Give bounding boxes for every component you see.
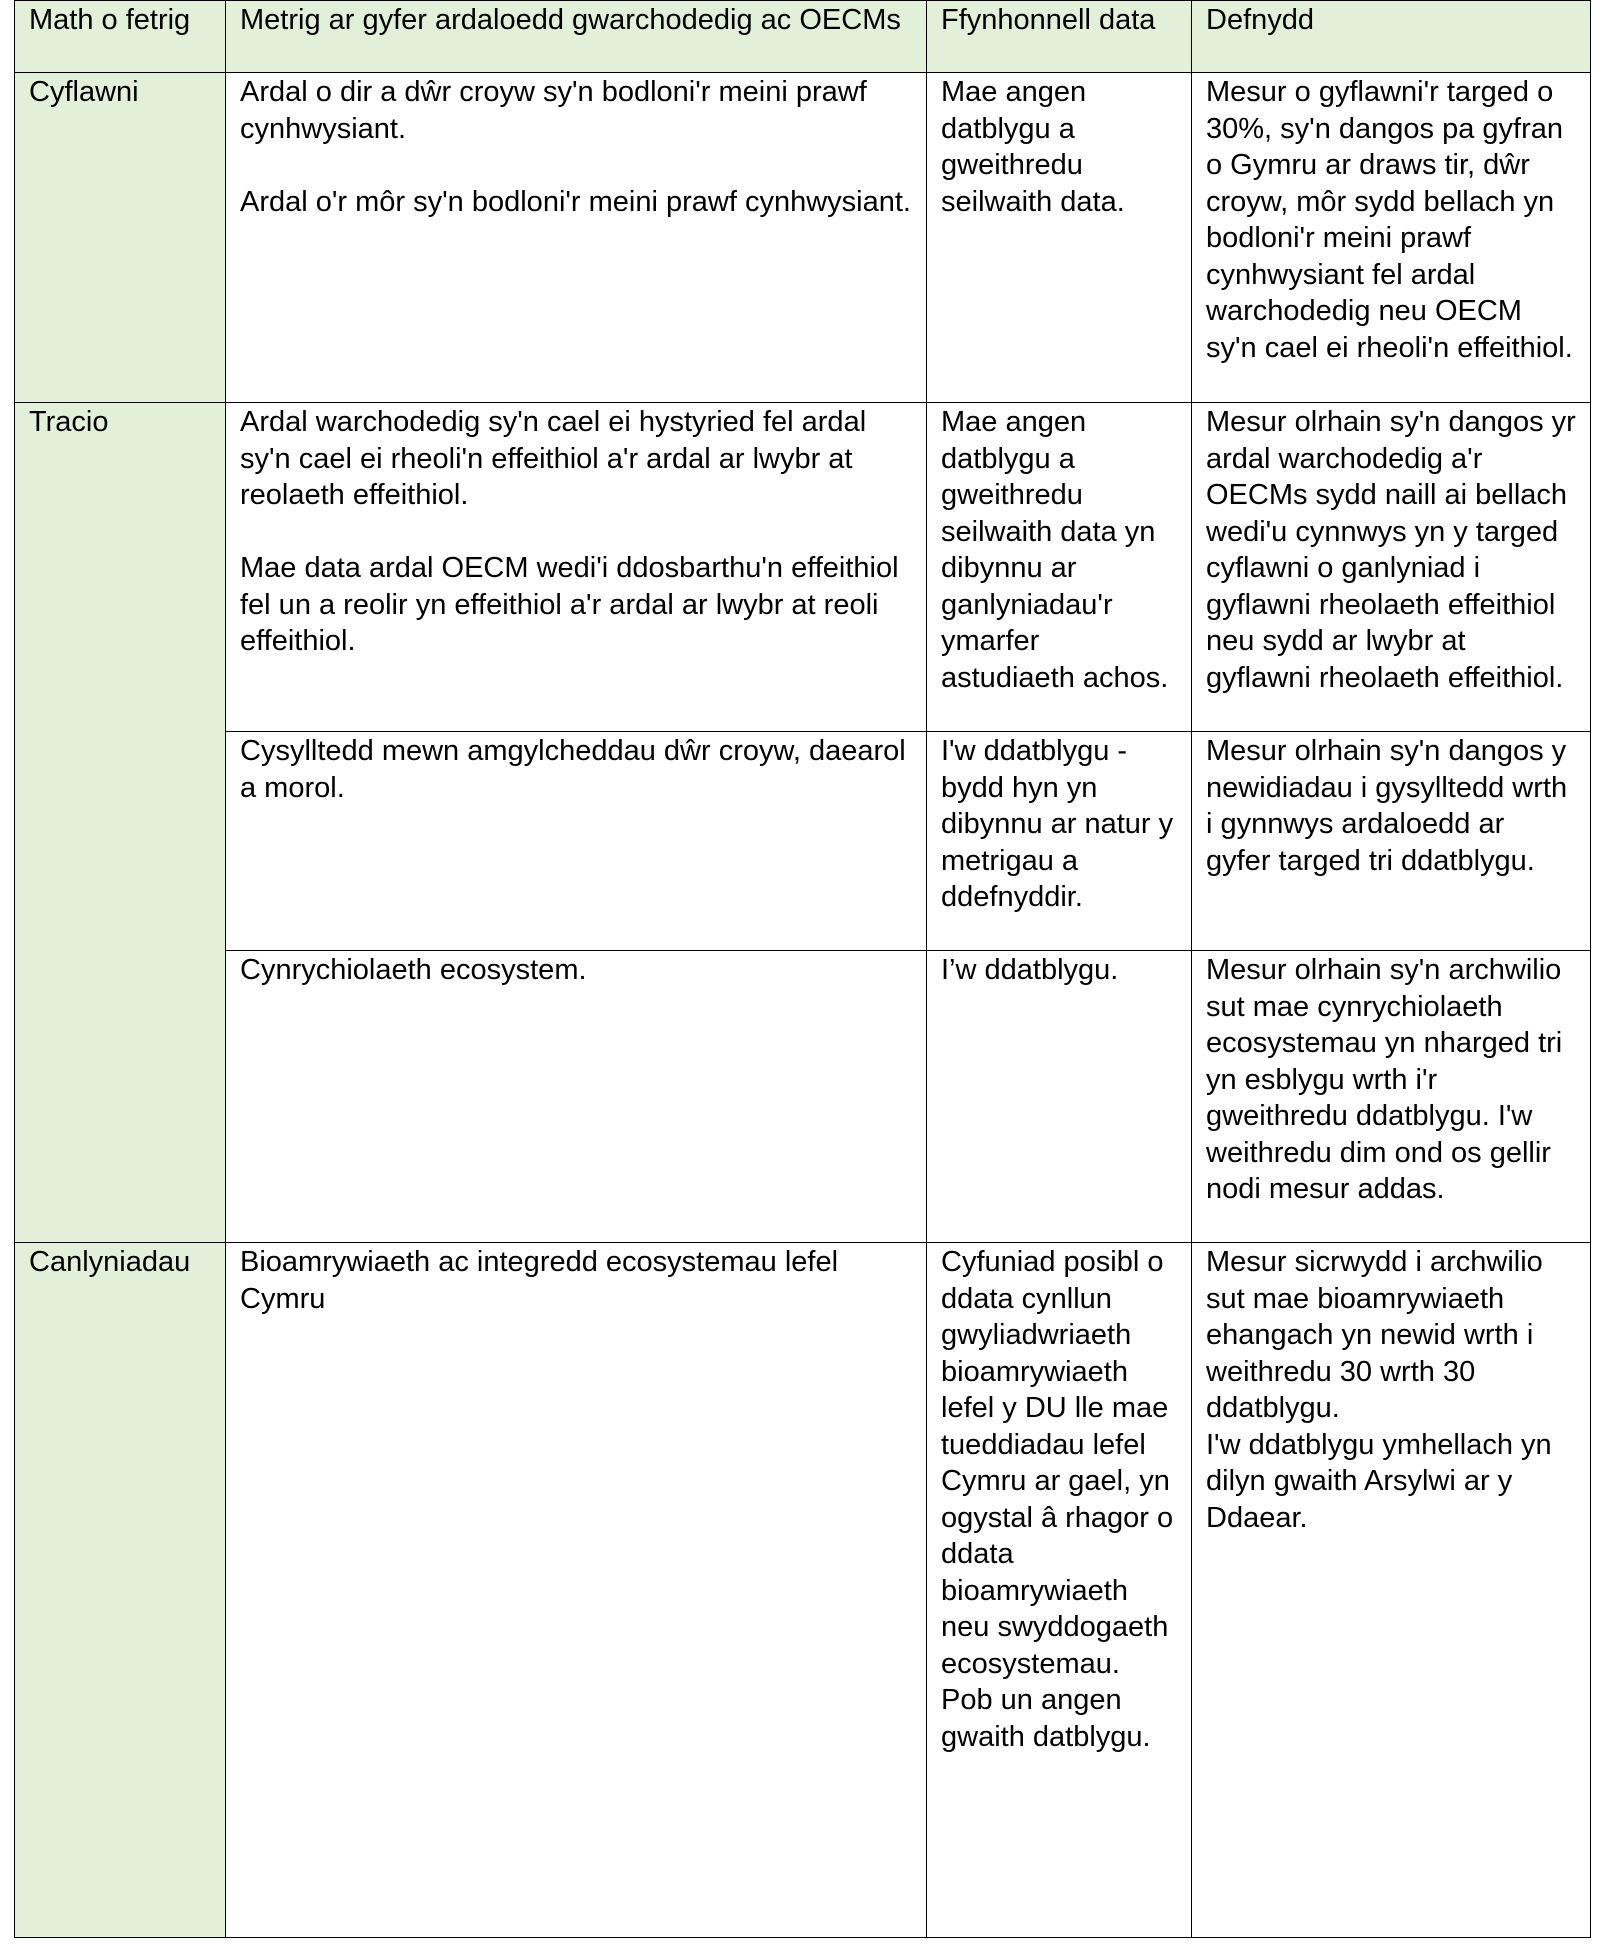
- metric-cell: Cynrychiolaeth ecosystem.: [226, 951, 927, 1243]
- data-source-cell: I’w ddatblygu.: [927, 951, 1192, 1243]
- table-row: [15, 73, 1591, 403]
- table-row: [15, 403, 1591, 732]
- use-cell: Mesur o gyflawni'r targed o 30%, sy'n dangos pa gyfran o Gymru ar draws tir, dŵr croyw, môr sydd bellach yn bodloni'r meini prawf cynhwysiant fel ardal warchodedig neu OECM sy'n cael ei rheoli'n effeithiol.: [1192, 73, 1591, 403]
- metric-type-cell: Tracio: [15, 403, 226, 1243]
- header-row: [15, 1, 1591, 73]
- metric-paragraph: Ardal o dir a dŵr croyw sy'n bodloni'r meini prawf cynhwysiant.: [240, 76, 867, 145]
- table-row: [15, 1243, 1591, 1938]
- table-row: [15, 732, 1591, 951]
- metric-cell: [226, 73, 927, 403]
- metric-cell: Bioamrywiaeth ac integredd ecosystemau lefel Cymru: [226, 1243, 927, 1938]
- header-metric-type: Math o fetrig: [15, 1, 226, 73]
- use-paragraph: I'w ddatblygu ymhellach yn dilyn gwaith Arsylwi ar y Ddaear.: [1206, 1428, 1552, 1534]
- header-data-source: Ffynhonnell data: [927, 1, 1192, 73]
- use-cell: [1192, 1243, 1591, 1938]
- header-metric: Metrig ar gyfer ardaloedd gwarchodedig ac OECMs: [226, 1, 927, 73]
- paragraph-gap: [240, 514, 912, 551]
- paragraph-gap: [240, 147, 912, 184]
- metric-type-cell: Cyflawni: [15, 73, 226, 403]
- use-cell: Mesur olrhain sy'n dangos yr ardal warchodedig a'r OECMs sydd naill ai bellach wedi'u cynnwys yn y targed cyflawni o ganlyniad i gyflawni rheolaeth effeithiol neu sydd ar lwybr at gyflawni rheolaeth effeithiol.: [1192, 403, 1591, 732]
- table-row: [15, 951, 1591, 1243]
- data-source-cell: I'w ddatblygu - bydd hyn yn dibynnu ar natur y metrigau a ddefnyddir.: [927, 732, 1192, 951]
- header-use: Defnydd: [1192, 1, 1591, 73]
- metric-type-cell: Canlyniadau: [15, 1243, 226, 1938]
- metrics-table: [14, 0, 1591, 1938]
- use-cell: Mesur olrhain sy'n dangos y newidiadau i gysylltedd wrth i gynnwys ardaloedd ar gyfer targed tri ddatblygu.: [1192, 732, 1591, 951]
- use-cell: Mesur olrhain sy'n archwilio sut mae cynrychiolaeth ecosystemau yn nharged tri yn esblygu wrth i'r gweithredu ddatblygu. I'w weithredu dim ond os gellir nodi mesur addas.: [1192, 951, 1591, 1243]
- data-source-cell: Mae angen datblygu a gweithredu seilwaith data.: [927, 73, 1192, 403]
- metric-paragraph: Ardal warchodedig sy'n cael ei hystyried fel ardal sy'n cael ei rheoli'n effeithiol a'r ardal ar lwybr at reolaeth effeithiol.: [240, 406, 867, 511]
- use-paragraph: Mesur sicrwydd i archwilio sut mae bioamrywiaeth ehangach yn newid wrth i weithredu 30 wrth 30 ddatblygu.: [1206, 1246, 1543, 1424]
- data-source-cell: Mae angen datblygu a gweithredu seilwaith data yn dibynnu ar ganlyniadau'r ymarfer astudiaeth achos.: [927, 403, 1192, 732]
- metric-cell: [226, 403, 927, 732]
- metric-paragraph: Mae data ardal OECM wedi'i ddosbarthu'n effeithiol fel un a reolir yn effeithiol a'r ardal ar lwybr at reoli effeithiol.: [240, 552, 899, 657]
- data-source-cell: Cyfuniad posibl o ddata cynllun gwyliadwriaeth bioamrywiaeth lefel y DU lle mae tueddiadau lefel Cymru ar gael, yn ogystal â rhagor o ddata bioamrywiaeth neu swyddogaeth ecosystemau. Pob un angen gwaith datblygu.: [927, 1243, 1192, 1938]
- metric-paragraph: Ardal o'r môr sy'n bodloni'r meini prawf cynhwysiant.: [240, 185, 911, 218]
- metric-cell: Cysylltedd mewn amgylcheddau dŵr croyw, daearol a morol.: [226, 732, 927, 951]
